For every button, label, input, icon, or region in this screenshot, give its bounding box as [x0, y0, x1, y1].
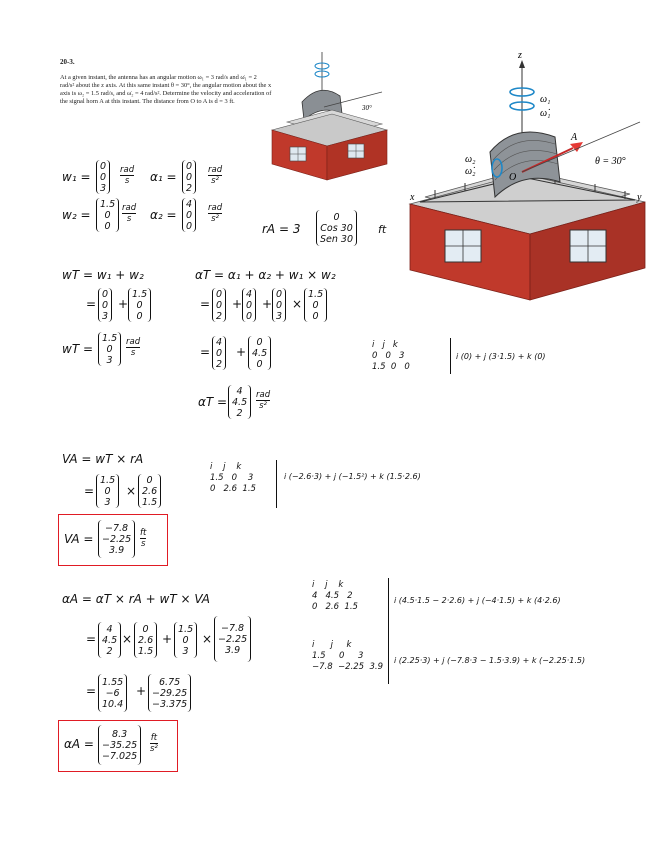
aa-term-ra: 0 2.6 1.5 [134, 622, 157, 658]
w2-vector: 1.5 0 0 [96, 198, 119, 232]
aa-term-va: −7.8 −2.25 3.9 [214, 616, 251, 662]
point-a-label: A [571, 132, 578, 143]
wt-result-lhs: wT = [62, 342, 94, 356]
a2-vector: 4 0 0 [182, 198, 196, 232]
at-determinant: i j k 0 0 3 1.5 0 0 [372, 340, 410, 372]
w2-label: ω₂ [465, 154, 476, 165]
z-axis-label: z [518, 52, 522, 61]
at-term-w2: 1.5 0 0 [304, 288, 327, 322]
va-equation: VA = wT × rA [62, 452, 144, 466]
wt-term-w2: 1.5 0 0 [128, 288, 151, 322]
at-term-a2: 4 0 0 [242, 288, 256, 322]
ra-vector: 0 Cos 30 Sen 30 [316, 210, 357, 246]
building-antenna-figure [405, 52, 650, 302]
w1-lhs: w₁ = [62, 170, 91, 184]
va-determinant: i j k 1.5 0 3 0 2.6 1.5 [210, 462, 256, 494]
wt-term-w1: 0 0 3 [98, 288, 112, 322]
aa-result-lhs: αA = [64, 737, 94, 751]
va-unit: ft s [140, 528, 147, 549]
va-result-vector: −7.8 −2.25 3.9 [98, 520, 135, 558]
at-determinant-expansion: i (0) + j (3·1.5) + k (0) [456, 352, 546, 361]
aa-equation: αA = αT × rA + wT × VA [62, 592, 210, 606]
at-sum-term-1: 4 0 2 [212, 336, 226, 370]
at-result-vector: 4 4.5 2 [228, 385, 251, 419]
small-building-figure [262, 52, 397, 182]
small-theta-label: 30° [362, 104, 372, 112]
at-result-lhs: αT = [198, 395, 228, 409]
y-axis-label: y [637, 192, 642, 203]
w1-vector: 0 0 3 [96, 160, 110, 194]
worksheet-page: 20-3. At a given instant, the antenna has an angular motion ω₁ = 3 rad/s and ω̇₁ = 2 rad/s² about the z axis. At this same instant θ = 30°, the angular motion about the x axis is ω₂ = 1.5 rad/s, and ω̇₂ = 4 rad/s². Determine the velocity and acceleration of the signal horn A at this instant. The distance from O to A is d = 3 ft. 30° z ω₁ ω̇₁ A O ω₂ ω̇₂ θ = 30° x y w₁ = 0 0 3 rad s α₁ = 0 0 2 rad s² w₂ = 1.5 0 0 rad s α₂ = 4 0 0 rad s² rA = 3 0 Cos 30 Sen 30 ft wT = w₁ + w₂ = 0 0 3 + 1.5 0 0 wT = 1.5 0 3 rad s αT = α₁ + α₂ + w₁ × w₂ = 0 0 2 + 4 0 0 + 0 0 3 × 1.5 0 0 = 4 0 2 + 0 4.5 0 αT = 4 4.5 2 rad s² i j k 0 0 3 1.5 0 0 i (0) + j (3·1.5) + k (0) VA = wT × rA = 1.5 0 3 × 0 2.6 1.5 i j k 1.5 0 3 0 2.6 1.5 i (−2.6·3) + j (−1.5²) + k (1.5·2.6) VA = −7.8 −2.25 3.9 ft s αA = αT × rA + wT × VA = 4 4.5 2 × 0 2.6 1.5 + 1.5 0 3 × −7.8 −2.25 3.9 = 1.55 −6 10.4 + 6.75 −29.25 −3.375 i j k 4 4.5 2 0 2.6 1.5 i j k 1.5 0 3 −7.8 −2.25 3.9 i (4.5·1.5 − 2·2.6) + j (−4·1.5) + k (4·2.6) i (2.25·3) + j (−7.8·3 − 1.5·3.9) + k (−2.25·1.5) αA = 8.3 −35.25 −7.025 ft s² [0, 0, 655, 848]
ra-unit: ft [378, 223, 387, 236]
aa-term-at: 4 4.5 2 [98, 622, 121, 658]
a1-vector: 0 0 2 [182, 160, 196, 194]
w1-label: ω₁ [540, 94, 551, 105]
point-o-label: O [509, 172, 517, 183]
at-term-w1: 0 0 3 [272, 288, 286, 322]
aa-unit: ft s² [150, 733, 158, 754]
va-term-ra: 0 2.6 1.5 [138, 474, 161, 508]
wt-result-vector: 1.5 0 3 [98, 332, 121, 366]
theta-label: θ = 30° [595, 156, 626, 167]
va-term-wt: 1.5 0 3 [96, 474, 119, 508]
at-sum-term-2: 0 4.5 0 [248, 336, 271, 370]
aa-sum-term-1: 1.55 −6 10.4 [98, 674, 127, 712]
x-axis-label: x [410, 192, 415, 203]
at-term-a1: 0 0 2 [212, 288, 226, 322]
aa-determinant-2-expansion: i (2.25·3) + j (−7.8·3 − 1.5·3.9) + k (−2.25·1.5) [394, 656, 586, 665]
wt-equation: wT = w₁ + w₂ [62, 268, 144, 282]
a2-lhs: α₂ = [150, 208, 177, 222]
w2-lhs: w₂ = [62, 208, 91, 222]
ra-lhs: rA = 3 [262, 222, 301, 236]
w2-unit: rad s [122, 203, 137, 224]
at-unit: rad s² [256, 390, 271, 411]
aa-term-wt: 1.5 0 3 [174, 622, 197, 658]
aa-determinant-1: i j k 4 4.5 2 0 2.6 1.5 [312, 580, 358, 612]
va-result-lhs: VA = [64, 532, 94, 546]
aa-sum-term-2: 6.75 −29.25 −3.375 [148, 674, 191, 712]
a1-unit: rad s² [208, 165, 223, 186]
aa-result-vector: 8.3 −35.25 −7.025 [98, 725, 141, 765]
a2-unit: rad s² [208, 203, 223, 224]
problem-number: 20-3. [60, 58, 75, 66]
w1-unit: rad s [120, 165, 135, 186]
va-determinant-expansion: i (−2.6·3) + j (−1.5²) + k (1.5·2.6) [284, 472, 421, 481]
a1-lhs: α₁ = [150, 170, 177, 184]
w1dot-label: ω̇₁ [540, 108, 551, 119]
problem-text: At a given instant, the antenna has an angular motion ω₁ = 3 rad/s and ω̇₁ = 2 rad/s² about the z axis. At this same instant θ = 30°, the angular motion about the x axis is ω₂ = 1.5 rad/s, and ω̇₂ = 4 rad/s². Determine the velocity and acceleration of the signal horn A at this instant. The distance from O to A is d = 3 ft. [60, 74, 272, 105]
aa-determinant-1-expansion: i (4.5·1.5 − 2·2.6) + j (−4·1.5) + k (4·2.6) [394, 596, 561, 605]
aa-determinant-2: i j k 1.5 0 3 −7.8 −2.25 3.9 [312, 640, 384, 672]
wt-unit: rad s [126, 337, 141, 358]
at-equation: αT = α₁ + α₂ + w₁ × w₂ [195, 268, 336, 282]
problem-statement [60, 58, 272, 106]
w2dot-label: ω̇₂ [465, 166, 476, 177]
